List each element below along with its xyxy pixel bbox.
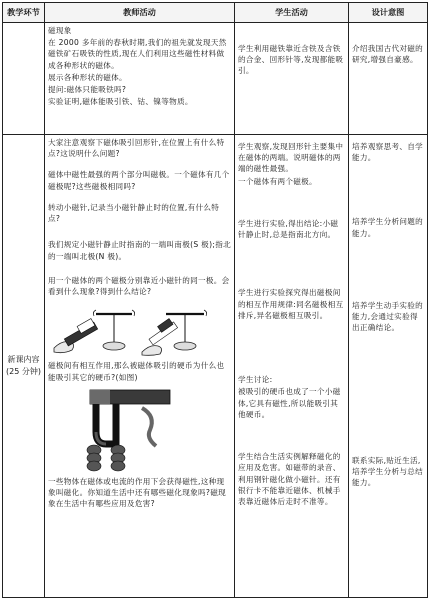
teacher-paragraph: 磁体中磁性最强的两个部分叫磁极。一个磁体有几个磁极呢?这些磁极相同吗?	[48, 170, 230, 191]
teacher-activity-cell	[45, 23, 235, 135]
header-teacher-activity: 教师活动	[45, 3, 235, 23]
student-paragraph: 学生进行实验,得出结论:小磁针静止时,总是指南北方向。	[238, 218, 339, 240]
teacher-paragraph: 大家注意观察下磁体吸引回形针,在位置上有什么特点?这说明什么问题?	[48, 138, 225, 159]
teacher-paragraph: 实验证明,磁体能吸引铁、钴、镍等物质。	[48, 97, 193, 107]
intent-paragraph: 培养学生分析问题的能力。	[352, 217, 424, 238]
student-paragraph: 一个磁体有两个磁极。	[238, 176, 317, 186]
student-activity-cell	[235, 135, 349, 598]
table-row-magnetism-intro	[3, 23, 428, 135]
student-paragraph: 被吸引的硬币也成了一个小磁体,它具有磁性,所以能吸引其他硬币。	[238, 387, 341, 419]
intent-paragraph: 介绍我国古代对磁的研究,增强自豪感。	[352, 44, 424, 65]
design-intent-cell	[349, 135, 428, 598]
teacher-paragraph: 磁极间有相互作用,那么被磁体吸引的硬币为什么也能吸引其它的硬币?(如图)	[48, 361, 225, 382]
teacher-activity-cell	[45, 135, 235, 598]
teacher-paragraph: 展示各种形状的磁体。	[48, 72, 127, 82]
teacher-paragraph: 在 2000 多年前的春秋时期,我们的祖先就发现天然磁铁矿石吸铁的性质,现在人们利用这些磁性材料做成各种形状的磁体。	[48, 38, 227, 70]
student-paragraph: 学生结合生活实例解释磁化的应用及危害。如磁带的录音、利用钢针磁化做小磁针。还有银行卡不能靠近磁体、机械手表靠近磁体后走时不准等。	[238, 452, 341, 506]
design-intent-cell	[349, 23, 428, 135]
teacher-paragraph: 一些物体在磁体或电流的作用下会获得磁性,这种现象叫磁化。你知道生活中还有哪些磁化现象吗?磁现象在生活中有哪些应用及危害?	[48, 476, 226, 509]
stage-cell-new-content	[3, 135, 45, 598]
teacher-paragraph: 用一个磁体的两个磁极分别靠近小磁针的同一极。会看到什么现象?得到什么结论?	[48, 275, 230, 297]
table-header-row	[3, 3, 428, 23]
student-paragraph: 学生讨论:	[238, 375, 273, 385]
header-teaching-stage: 教学环节	[3, 3, 45, 23]
stage-cell-empty	[3, 23, 45, 135]
header-design-intent: 设计意图	[349, 3, 428, 23]
header-student-activity: 学生活动	[235, 3, 349, 23]
magnet-compass-figure	[48, 300, 231, 356]
student-paragraph: 学生观察,发现回形针主要集中在磁体的两端。说明磁体的两端的磁性最强。	[238, 142, 344, 174]
teacher-paragraph: 提问:磁体只能吸铁吗?	[48, 85, 127, 95]
student-paragraph: 学生利用磁铁靠近含铁及含铁的合金、回形针等,发现都能吸引。	[238, 44, 344, 76]
section-heading: 磁现象	[48, 26, 72, 35]
intent-paragraph: 培养观察思考、自学能力。	[352, 142, 424, 163]
magnet-coins-figure	[76, 386, 231, 472]
stage-duration: (25 分钟)	[6, 367, 41, 376]
table-row-new-content	[3, 135, 428, 598]
intent-paragraph: 联系实际,贴近生活,培养学生分析与总结能力。	[352, 455, 424, 488]
lesson-plan-table	[2, 2, 428, 598]
student-activity-cell	[235, 23, 349, 135]
teacher-paragraph: 我们规定小磁针静止时指南的一端叫南极(S 极);指北的一端叫北极(N 极)。	[48, 240, 231, 261]
intent-paragraph: 培养学生动手实验的能力,会通过实验得出正确结论。	[352, 300, 424, 333]
student-paragraph: 学生进行实验探究得出磁极间的相互作用规律:同名磁极相互排斥,异名磁极相互吸引。	[238, 288, 344, 320]
teacher-paragraph: 转动小磁针,记录当小磁针静止时的位置,有什么特点?	[48, 202, 220, 224]
stage-title: 新课内容	[7, 355, 40, 365]
